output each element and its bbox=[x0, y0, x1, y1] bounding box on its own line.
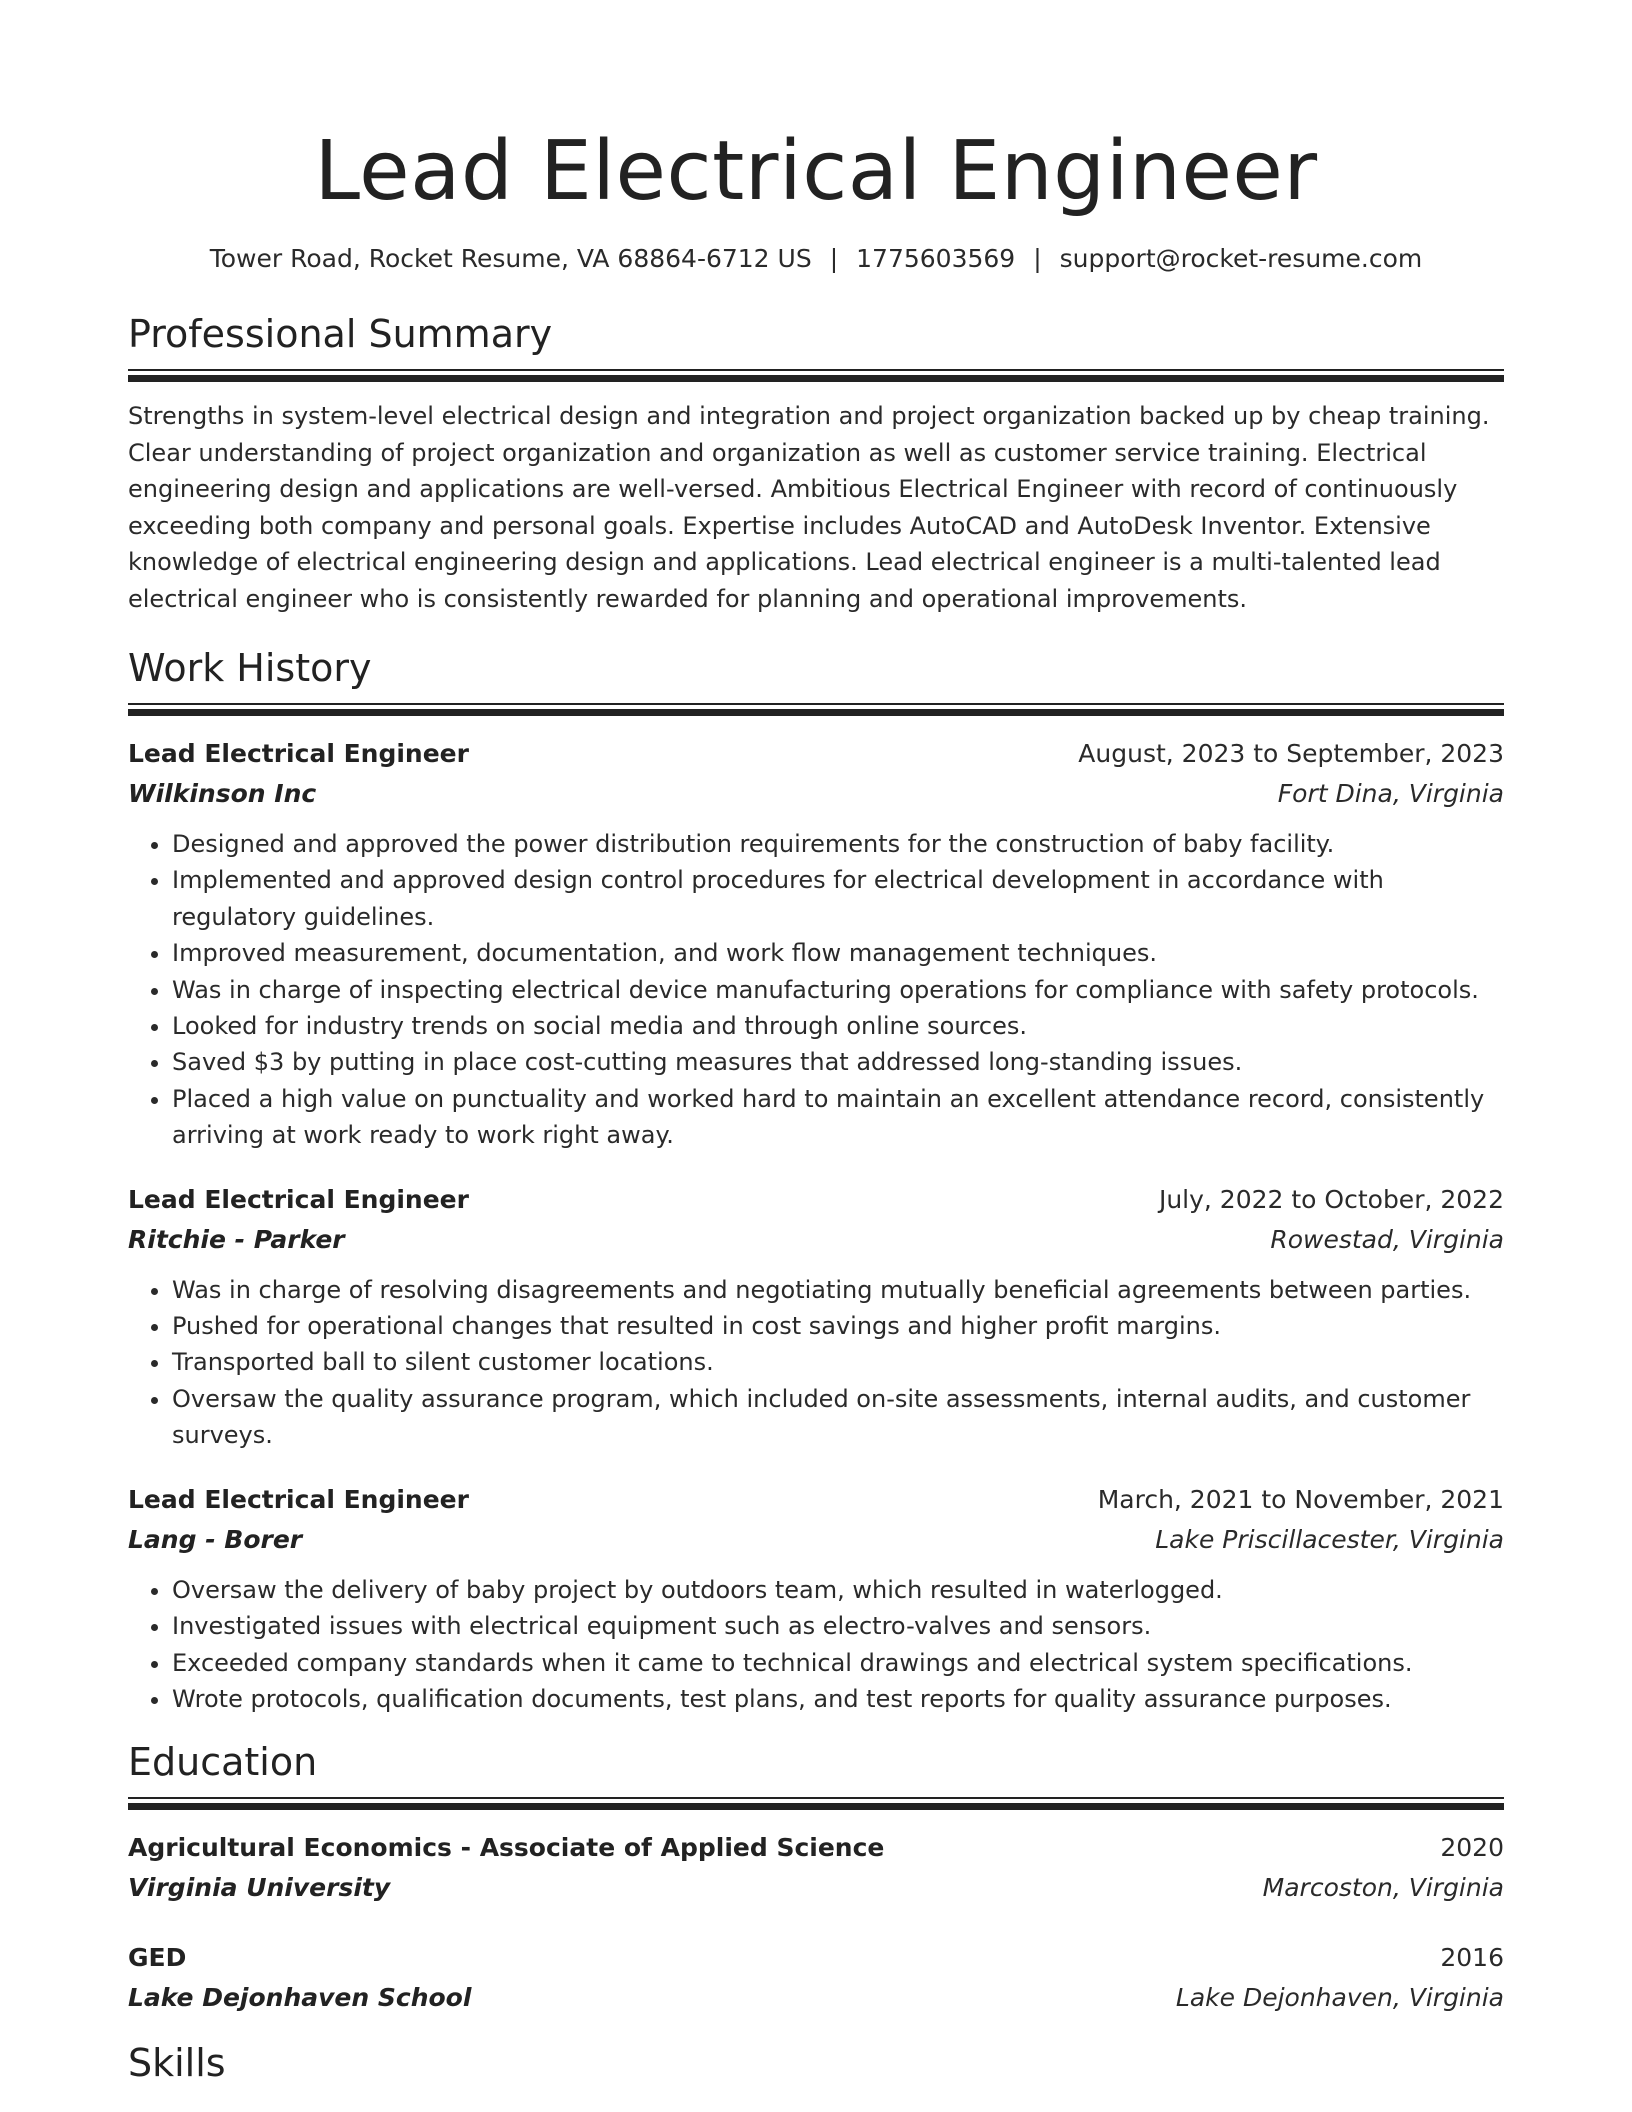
education-school-row bbox=[128, 1868, 1504, 1908]
job-bullet: • Oversaw the delivery of baby project by outdoors team, which resulted in waterlogged. bbox=[172, 1572, 1504, 1608]
job-location: Lake Priscillacester, Virginia bbox=[1155, 1524, 1504, 1554]
job-entry bbox=[128, 734, 1504, 1154]
job-company: Lang - Borer bbox=[128, 1524, 303, 1554]
contact-line bbox=[128, 242, 1504, 276]
job-title: Lead Electrical Engineer bbox=[128, 739, 469, 768]
education-location: Marcoston, Virginia bbox=[1262, 1873, 1504, 1903]
job-location: Rowestad, Virginia bbox=[1270, 1224, 1504, 1254]
education-degree: GED bbox=[128, 1943, 187, 1973]
job-company-row bbox=[128, 774, 1504, 814]
job-company-row bbox=[128, 1220, 1504, 1260]
education-section bbox=[128, 1739, 1504, 2018]
job-bullet-list bbox=[128, 1572, 1504, 1718]
job-bullet: • Designed and approved the power distribution requirements for the construction of baby facility. bbox=[172, 826, 1504, 862]
job-bullet: • Oversaw the quality assurance program, which included on-site assessments, internal audits, and customer surveys. bbox=[172, 1381, 1504, 1454]
section-heading-summary: Professional Summary bbox=[128, 312, 553, 356]
education-school: Lake Dejonhaven School bbox=[128, 1983, 472, 2013]
job-bullet: • Pushed for operational changes that resulted in cost savings and higher profit margins. bbox=[172, 1308, 1504, 1344]
resume-page bbox=[128, 0, 1504, 2086]
education-header-row bbox=[128, 1828, 1504, 1868]
education-school-row bbox=[128, 1978, 1504, 2018]
job-bullet-list bbox=[128, 1272, 1504, 1454]
job-bullet: • Exceeded company standards when it came to technical drawings and electrical system specifications. bbox=[172, 1645, 1504, 1681]
section-divider bbox=[128, 369, 1504, 382]
job-header-row bbox=[128, 1480, 1504, 1520]
job-title: Lead Electrical Engineer bbox=[128, 1184, 469, 1214]
summary-text: Strengths in system-level electrical design and integration and project organization backed up by cheap training. Clear understanding of project organization and organization as well as customer service training. Electrical engineering design and applications are well-versed. Ambitious Electrical Engineer with record of continuously exceeding both company and personal goals. Expertise includes AutoCAD and AutoDesk Inventor. Extensive knowledge of electrical engineering design and applications. Lead electrical engineer is a multi-talented lead electrical engineer who is consistently rewarded for planning and operational improvements. bbox=[128, 402, 1490, 613]
job-header-row bbox=[128, 734, 1504, 774]
resume-title: Lead Electrical Engineer bbox=[314, 124, 1318, 219]
contact-separator: | bbox=[829, 244, 839, 273]
job-bullet: • Looked for industry trends on social media and through online sources. bbox=[172, 1008, 1504, 1044]
job-dates: July, 2022 to October, 2022 bbox=[1158, 1184, 1504, 1214]
skills-section bbox=[128, 2040, 1504, 2086]
education-school: Virginia University bbox=[128, 1873, 391, 1903]
section-heading-skills: Skills bbox=[128, 2041, 226, 2086]
job-bullet: • Was in charge of resolving disagreements and negotiating mutually beneficial agreements between parties. bbox=[172, 1272, 1504, 1308]
education-entry bbox=[128, 1828, 1504, 1908]
education-degree: Agricultural Economics - Associate of Applied Science bbox=[128, 1833, 885, 1863]
contact-phone: 1775603569 bbox=[856, 244, 1016, 273]
job-bullet: • Investigated issues with electrical equipment such as electro-valves and sensors. bbox=[172, 1608, 1504, 1644]
job-dates: March, 2021 to November, 2021 bbox=[1097, 1484, 1504, 1514]
job-bullet-list bbox=[128, 826, 1504, 1154]
education-location: Lake Dejonhaven, Virginia bbox=[1175, 1983, 1504, 2013]
job-company: Ritchie - Parker bbox=[128, 1224, 345, 1254]
section-heading-work-history: Work History bbox=[128, 646, 372, 690]
job-header-row bbox=[128, 1180, 1504, 1220]
education-entry bbox=[128, 1938, 1504, 2018]
job-title: Lead Electrical Engineer bbox=[128, 1484, 469, 1514]
job-entry bbox=[128, 1480, 1504, 1718]
section-divider bbox=[128, 1797, 1504, 1810]
job-company-row bbox=[128, 1520, 1504, 1560]
contact-email: support@rocket-resume.com bbox=[1059, 244, 1423, 273]
contact-address: Tower Road, Rocket Resume, VA 68864-6712 US bbox=[209, 244, 812, 273]
section-heading-education: Education bbox=[128, 1740, 318, 1785]
job-company: Wilkinson Inc bbox=[128, 779, 317, 808]
job-dates: August, 2023 to September, 2023 bbox=[1078, 739, 1504, 768]
job-bullet: • Improved measurement, documentation, and work flow management techniques. bbox=[172, 935, 1504, 971]
job-bullet: • Wrote protocols, qualification documents, test plans, and test reports for quality assurance purposes. bbox=[172, 1681, 1504, 1717]
job-bullet: • Placed a high value on punctuality and worked hard to maintain an excellent attendance record, consistently arriving at work ready to work right away. bbox=[172, 1081, 1504, 1154]
job-bullet: • Was in charge of inspecting electrical device manufacturing operations for compliance with safety protocols. bbox=[172, 972, 1504, 1008]
summary-section bbox=[128, 311, 1504, 617]
job-bullet: • Transported ball to silent customer locations. bbox=[172, 1344, 1504, 1380]
contact-separator: | bbox=[1033, 244, 1042, 273]
job-entry bbox=[128, 1180, 1504, 1454]
work-history-section bbox=[128, 645, 1504, 1717]
job-bullet: • Saved $3 by putting in place cost-cutting measures that addressed long-standing issues. bbox=[172, 1044, 1504, 1080]
job-location: Fort Dina, Virginia bbox=[1277, 779, 1504, 808]
education-year: 2016 bbox=[1440, 1943, 1504, 1973]
job-bullet: • Implemented and approved design control procedures for electrical development in accordance with regulatory guidelines. bbox=[172, 862, 1504, 935]
education-year: 2020 bbox=[1440, 1833, 1504, 1863]
education-header-row bbox=[128, 1938, 1504, 1978]
section-divider bbox=[128, 703, 1504, 716]
